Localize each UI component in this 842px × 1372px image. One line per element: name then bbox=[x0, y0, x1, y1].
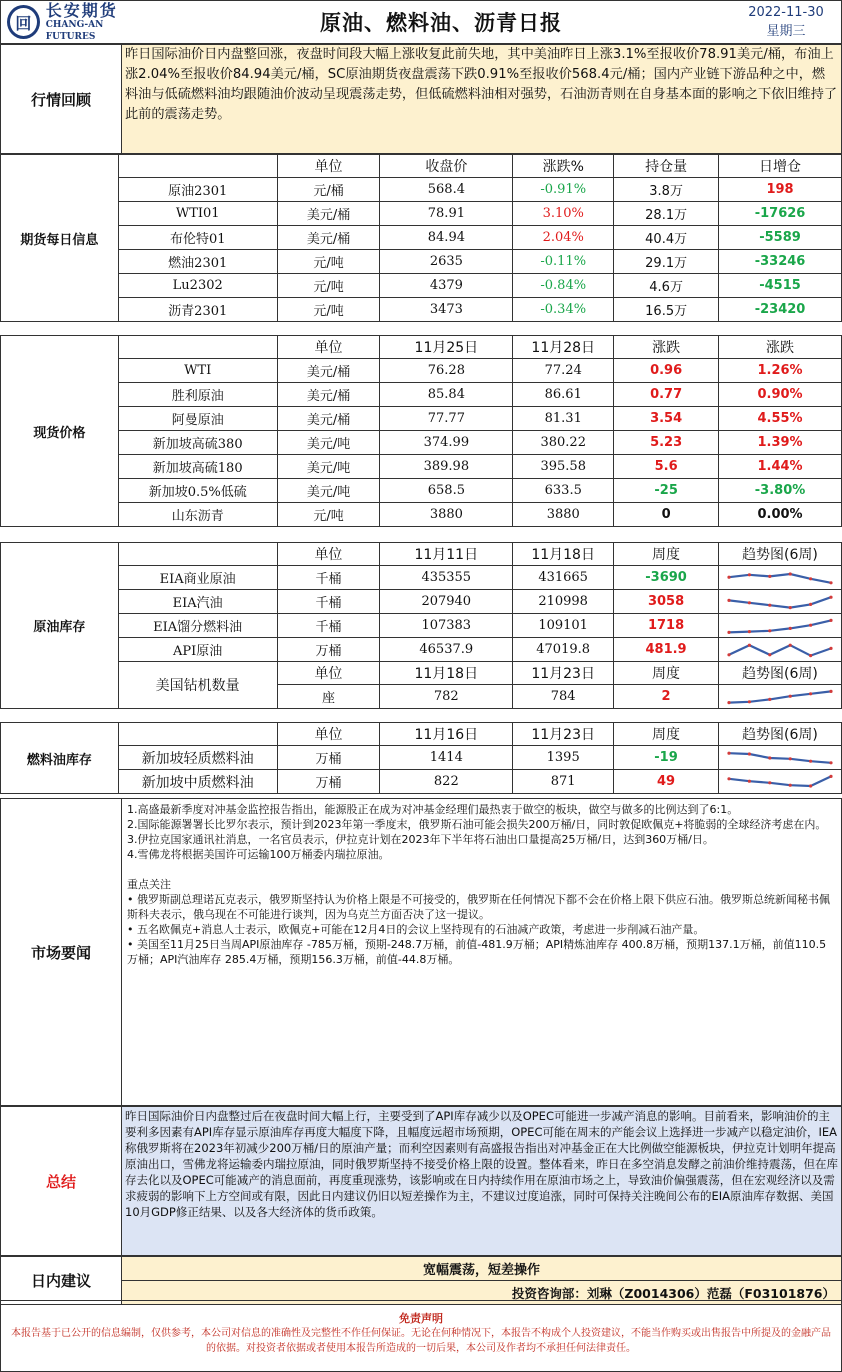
change-pct: 2.04% bbox=[513, 226, 614, 250]
unit: 元/桶 bbox=[277, 178, 380, 202]
market-news-section bbox=[0, 798, 842, 1106]
price-1: 85.84 bbox=[380, 383, 513, 407]
close-price: 568.4 bbox=[380, 178, 513, 202]
news-item: 4.雪佛龙将根据美国许可运输100万桶委内瑞拉原油。 bbox=[127, 848, 390, 861]
futures-header-oi: 持仓量 bbox=[614, 155, 719, 178]
unit: 座 bbox=[277, 685, 380, 709]
value-2: 431665 bbox=[513, 566, 614, 590]
spot-header-date1: 11月25日 bbox=[380, 336, 513, 359]
value-1: 1414 bbox=[380, 746, 513, 770]
spot-header-date2: 11月28日 bbox=[513, 336, 614, 359]
spot-name: 新加坡高硫180 bbox=[118, 455, 277, 479]
sparkline-point bbox=[727, 630, 730, 633]
value-1: 435355 bbox=[380, 566, 513, 590]
sparkline-point bbox=[809, 692, 812, 695]
change-pct: -3.80% bbox=[719, 479, 842, 503]
futures-header-change: 涨跌% bbox=[513, 155, 614, 178]
price-1: 3880 bbox=[380, 503, 513, 527]
table-row bbox=[1, 298, 842, 322]
weekly-change: 481.9 bbox=[614, 638, 719, 662]
news-item: 3.伊拉克国家通讯社消息，一名官员表示，伊拉克计划在2023年下半年将石油出口量提高25万桶/日，达到360万桶/日。 bbox=[127, 833, 714, 846]
disclaimer-section bbox=[0, 1300, 842, 1372]
crude-header-unit: 单位 bbox=[277, 543, 380, 566]
change-pct: 1.26% bbox=[719, 359, 842, 383]
open-interest: 3.8万 bbox=[614, 178, 719, 202]
unit: 美元/吨 bbox=[277, 455, 380, 479]
sparkline-point bbox=[829, 646, 832, 649]
crude-inventory-label: 原油库存 bbox=[1, 543, 119, 709]
sparkline-point bbox=[789, 783, 792, 786]
sparkline-chart bbox=[725, 568, 835, 588]
change: 3.54 bbox=[614, 407, 719, 431]
sparkline-line bbox=[729, 597, 831, 607]
sparkline-chart bbox=[725, 687, 835, 707]
sparkline-point bbox=[768, 653, 771, 656]
rig-count-name: 美国钻机数量 bbox=[118, 662, 277, 709]
disclaimer-text: 本报告基于已公开的信息编制，仅供参考，本公司对信息的准确性及完整性不作任何保证。无论在何种情况下，本报告不构成个人投资建议，不能当作购买或出售报告中所提及的金融产品的依据。对投资者依据或者使用本报告所造成的一切后果，本公司及作者均不承担任何法律责任。 bbox=[11, 1328, 831, 1354]
news-item: 2.国际能源署署长比罗尔表示，预计到2023年第一季度末，俄罗斯石油可能会损失200万桶/日，同时敦促欧佩克+将脆弱的全球经济考虑在内。 bbox=[127, 818, 827, 831]
change-pct: 1.44% bbox=[719, 455, 842, 479]
weekly-change: 49 bbox=[614, 770, 719, 794]
unit: 元/吨 bbox=[277, 274, 380, 298]
table-row bbox=[1, 614, 842, 638]
focus-item: • 五名欧佩克+消息人士表示，欧佩克+可能在12月4日的会议上坚持现有的石油减产政策，考虑进一步削减石油产量。 bbox=[127, 923, 705, 936]
futures-header-unit: 单位 bbox=[277, 155, 380, 178]
table-row bbox=[1, 770, 842, 794]
price-2: 395.58 bbox=[513, 455, 614, 479]
logo-name-en: CHANG-AN FUTURES bbox=[45, 19, 104, 42]
sparkline-point bbox=[789, 606, 792, 609]
disclaimer-title: 免责声明 bbox=[399, 1312, 443, 1325]
spot-label: 现货价格 bbox=[1, 336, 119, 527]
table-row bbox=[1, 274, 842, 298]
sparkline-chart bbox=[725, 748, 835, 768]
contract-name: WTI01 bbox=[118, 202, 277, 226]
market-news-label: 市场要闻 bbox=[1, 799, 122, 1106]
table-row bbox=[1, 503, 842, 527]
fuel-inventory-label: 燃料油库存 bbox=[1, 723, 119, 794]
change: -25 bbox=[614, 479, 719, 503]
sparkline-line bbox=[729, 645, 831, 655]
unit: 元/吨 bbox=[277, 250, 380, 274]
weekly-change: 2 bbox=[614, 685, 719, 709]
price-2: 633.5 bbox=[513, 479, 614, 503]
table-row bbox=[1, 407, 842, 431]
contract-name: Lu2302 bbox=[118, 274, 277, 298]
intraday-advice-label: 日内建议 bbox=[1, 1257, 122, 1305]
sparkline-point bbox=[829, 595, 832, 598]
fuel-header-weekly: 周度 bbox=[614, 723, 719, 746]
consult-contact: 投资咨询部：刘琳（Z0014306）范磊（F03101876） bbox=[122, 1281, 842, 1305]
value-2: 784 bbox=[513, 685, 614, 709]
news-item: 1.高盛最新季度对冲基金监控报告指出，能源股正在成为对冲基金经理们最热衷于做空的板块，做空与做多的比例达到了6:1。 bbox=[127, 803, 739, 816]
sparkline-point bbox=[748, 779, 751, 782]
value-2: 109101 bbox=[513, 614, 614, 638]
crude-inventory-table bbox=[0, 542, 842, 709]
sparkline-point bbox=[768, 629, 771, 632]
sparkline-point bbox=[748, 601, 751, 604]
spot-name: 阿曼原油 bbox=[118, 407, 277, 431]
value-1: 822 bbox=[380, 770, 513, 794]
sparkline-point bbox=[829, 761, 832, 764]
intraday-advice-text: 宽幅震荡，短差操作 bbox=[122, 1257, 842, 1281]
unit: 美元/桶 bbox=[277, 226, 380, 250]
sparkline-point bbox=[809, 577, 812, 580]
change-pct: -0.34% bbox=[513, 298, 614, 322]
sparkline-line bbox=[729, 776, 831, 786]
sparkline-point bbox=[789, 694, 792, 697]
sparkline-line bbox=[729, 753, 831, 763]
summary-label: 总结 bbox=[1, 1107, 122, 1256]
sparkline-line bbox=[729, 620, 831, 632]
sparkline-point bbox=[768, 781, 771, 784]
weekly-change: -3690 bbox=[614, 566, 719, 590]
market-review-text: 昨日国际油价日内盘整回涨，夜盘时间段大幅上涨收复此前失地，其中美油昨日上涨3.1%至报收价78.91美元/桶，布油上涨2.04%至报收价84.94美元/桶，SC原油期货夜盘震荡下跌0.91%至报收价568.4元/桶；国内产业链下游品种之中，燃料油与低硫燃料油均跟随油价波动呈现震荡走势，但低硫燃料油相对强势，石油沥青则在自身基本面的影响之下依旧维持了此前的震荡走势。 bbox=[122, 45, 842, 154]
price-1: 76.28 bbox=[380, 359, 513, 383]
change: 0.96 bbox=[614, 359, 719, 383]
sparkline-chart bbox=[725, 772, 835, 792]
change-pct: -0.11% bbox=[513, 250, 614, 274]
table-row bbox=[1, 383, 842, 407]
open-interest: 29.1万 bbox=[614, 250, 719, 274]
sparkline-point bbox=[748, 700, 751, 703]
logo-name-cn: 长安期货 bbox=[45, 0, 118, 20]
inventory-name: EIA商业原油 bbox=[118, 566, 277, 590]
close-price: 3473 bbox=[380, 298, 513, 322]
market-review-section bbox=[0, 44, 842, 154]
sparkline-point bbox=[748, 630, 751, 633]
sparkline-point bbox=[809, 654, 812, 657]
report-weekday: 星期三 bbox=[766, 24, 806, 39]
spot-name: 山东沥青 bbox=[118, 503, 277, 527]
price-2: 3880 bbox=[513, 503, 614, 527]
intraday-advice-section bbox=[0, 1256, 842, 1305]
table-row bbox=[1, 202, 842, 226]
change: 5.6 bbox=[614, 455, 719, 479]
report-header bbox=[0, 0, 842, 44]
table-row bbox=[1, 431, 842, 455]
table-row bbox=[1, 250, 842, 274]
company-logo bbox=[1, 1, 151, 43]
price-1: 374.99 bbox=[380, 431, 513, 455]
logo-emblem-icon: 回 bbox=[7, 5, 40, 39]
price-1: 658.5 bbox=[380, 479, 513, 503]
spot-header-change-pct: 涨跌 bbox=[719, 336, 842, 359]
value-2: 871 bbox=[513, 770, 614, 794]
crude-header-date1: 11月11日 bbox=[380, 543, 513, 566]
summary-text: 昨日国际油价日内盘整过后在夜盘时间大幅上行，主要受到了API库存减少以及OPEC可能进一步减产消息的影响。目前看来，影响油价的主要利多因素有API库存显示原油库存再度大幅度下降，且幅度远超市场预期，OPEC可能在周末的产能会议上选择进一步减产以稳定油价，IEA称俄罗斯将在2023年初减少200万桶/日的原油产量；而利空因素则有高盛报告指出对冲基金正在大比例做空能源板块，伊拉克计划明年提高原油出口，雪佛龙将运输委内瑞拉原油，同时俄罗斯坚持不接受价格上限的设置。整体看来，昨日在多空消息发酵之前油价维持震荡，但在库存去化以及OPEC可能减产的消息面前，再度重现涨势，该影响或在日内持续作用在原油市场之上，导致油价偏强震荡，但在宏观经济以及需求疲弱的影响下上方空间或有限，因此日内建议仍旧以短差操作为主，不建议过度追涨，同时可保持关注晚间公布的EIA原油库存数据、美国10月GDP修正结果、以及各大经济体的货币政策。 bbox=[122, 1107, 842, 1256]
table-row bbox=[1, 638, 842, 662]
change: 5.23 bbox=[614, 431, 719, 455]
price-2: 81.31 bbox=[513, 407, 614, 431]
table-row bbox=[1, 746, 842, 770]
change-pct: 4.55% bbox=[719, 407, 842, 431]
crude-header-weekly: 周度 bbox=[614, 543, 719, 566]
contract-name: 原油2301 bbox=[118, 178, 277, 202]
sparkline-point bbox=[809, 623, 812, 626]
change-pct: 0.90% bbox=[719, 383, 842, 407]
table-row bbox=[1, 590, 842, 614]
spot-name: 新加坡0.5%低硫 bbox=[118, 479, 277, 503]
crude-header-trend: 趋势图(6周) bbox=[718, 543, 841, 566]
sparkline-point bbox=[789, 572, 792, 575]
unit: 美元/桶 bbox=[277, 407, 380, 431]
futures-header-daily-add: 日增仓 bbox=[719, 155, 842, 178]
daily-add: -33246 bbox=[719, 250, 842, 274]
crude-header-date2: 11月18日 bbox=[513, 543, 614, 566]
sparkline-point bbox=[727, 777, 730, 780]
table-row bbox=[1, 359, 842, 383]
contract-name: 布伦特01 bbox=[118, 226, 277, 250]
value-2: 47019.8 bbox=[513, 638, 614, 662]
fuel-header-date1: 11月16日 bbox=[380, 723, 513, 746]
futures-label: 期货每日信息 bbox=[1, 155, 119, 322]
sparkline-point bbox=[748, 643, 751, 646]
value-1: 207940 bbox=[380, 590, 513, 614]
daily-add: -23420 bbox=[719, 298, 842, 322]
unit: 万桶 bbox=[277, 746, 380, 770]
daily-add: -5589 bbox=[719, 226, 842, 250]
sparkline-point bbox=[809, 759, 812, 762]
sparkline-point bbox=[829, 774, 832, 777]
sparkline-point bbox=[748, 573, 751, 576]
sparkline-point bbox=[727, 598, 730, 601]
focus-title: 重点关注 bbox=[127, 878, 171, 891]
sparkline-line bbox=[729, 574, 831, 583]
sparkline-line bbox=[729, 691, 831, 702]
daily-add: -4515 bbox=[719, 274, 842, 298]
fuel-header-date2: 11月23日 bbox=[513, 723, 614, 746]
inventory-name: API原油 bbox=[118, 638, 277, 662]
spot-name: WTI bbox=[118, 359, 277, 383]
value-1: 46537.9 bbox=[380, 638, 513, 662]
unit: 万桶 bbox=[277, 770, 380, 794]
close-price: 78.91 bbox=[380, 202, 513, 226]
summary-section bbox=[0, 1106, 842, 1256]
fuel-header-unit: 单位 bbox=[277, 723, 380, 746]
price-1: 389.98 bbox=[380, 455, 513, 479]
unit: 元/吨 bbox=[277, 298, 380, 322]
sparkline-point bbox=[809, 784, 812, 787]
unit: 美元/桶 bbox=[277, 383, 380, 407]
weekly-change: 1718 bbox=[614, 614, 719, 638]
value-1: 782 bbox=[380, 685, 513, 709]
sparkline-point bbox=[768, 697, 771, 700]
close-price: 4379 bbox=[380, 274, 513, 298]
sparkline-point bbox=[768, 756, 771, 759]
report-date: 2022-11-30 bbox=[748, 5, 824, 20]
sparkline-point bbox=[727, 575, 730, 578]
sparkline-point bbox=[768, 603, 771, 606]
sparkline-point bbox=[727, 653, 730, 656]
change-pct: 3.10% bbox=[513, 202, 614, 226]
table-row bbox=[1, 226, 842, 250]
value-2: 210998 bbox=[513, 590, 614, 614]
sparkline-point bbox=[789, 626, 792, 629]
price-2: 86.61 bbox=[513, 383, 614, 407]
contract-name: 燃油2301 bbox=[118, 250, 277, 274]
daily-add: -17626 bbox=[719, 202, 842, 226]
rig-header-date2: 11月23日 bbox=[513, 662, 614, 685]
price-1: 77.77 bbox=[380, 407, 513, 431]
table-row bbox=[1, 566, 842, 590]
spot-name: 胜利原油 bbox=[118, 383, 277, 407]
sparkline-point bbox=[809, 602, 812, 605]
change: 0 bbox=[614, 503, 719, 527]
table-row bbox=[1, 178, 842, 202]
unit: 美元/吨 bbox=[277, 431, 380, 455]
unit: 千桶 bbox=[277, 566, 380, 590]
sparkline-point bbox=[829, 581, 832, 584]
unit: 千桶 bbox=[277, 590, 380, 614]
unit: 美元/桶 bbox=[277, 359, 380, 383]
open-interest: 40.4万 bbox=[614, 226, 719, 250]
change-pct: -0.84% bbox=[513, 274, 614, 298]
value-2: 1395 bbox=[513, 746, 614, 770]
table-row bbox=[1, 455, 842, 479]
open-interest: 28.1万 bbox=[614, 202, 719, 226]
sparkline-point bbox=[727, 701, 730, 704]
unit: 万桶 bbox=[277, 638, 380, 662]
inventory-name: EIA汽油 bbox=[118, 590, 277, 614]
fuel-header-trend: 趋势图(6周) bbox=[718, 723, 841, 746]
focus-item: • 俄罗斯副总理诺瓦克表示，俄罗斯坚持认为价格上限是不可接受的，俄罗斯在任何情况下都不会在价格上限下供应石油。俄罗斯总统新闻秘书佩斯科夫表示，俄乌现在不可能进行谈判，因为乌克兰方面否决了这一提议。 bbox=[127, 893, 830, 921]
spot-header-unit: 单位 bbox=[277, 336, 380, 359]
sparkline-chart bbox=[725, 640, 835, 660]
unit: 美元/桶 bbox=[277, 202, 380, 226]
futures-table bbox=[0, 154, 842, 322]
sparkline-point bbox=[748, 752, 751, 755]
rig-header-trend: 趋势图(6周) bbox=[718, 662, 841, 685]
inventory-name: 新加坡轻质燃料油 bbox=[118, 746, 277, 770]
inventory-name: EIA馏分燃料油 bbox=[118, 614, 277, 638]
daily-add: 198 bbox=[719, 178, 842, 202]
change: 0.77 bbox=[614, 383, 719, 407]
value-1: 107383 bbox=[380, 614, 513, 638]
report-title: 原油、燃料油、沥青日报 bbox=[320, 11, 562, 35]
sparkline-point bbox=[727, 751, 730, 754]
contract-name: 沥青2301 bbox=[118, 298, 277, 322]
change-pct: 0.00% bbox=[719, 503, 842, 527]
rig-header-date1: 11月18日 bbox=[380, 662, 513, 685]
rig-header-weekly: 周度 bbox=[614, 662, 719, 685]
sparkline-point bbox=[829, 689, 832, 692]
table-row bbox=[1, 479, 842, 503]
rig-header-unit: 单位 bbox=[277, 662, 380, 685]
spot-price-table bbox=[0, 335, 842, 527]
open-interest: 16.5万 bbox=[614, 298, 719, 322]
sparkline-point bbox=[789, 643, 792, 646]
unit: 元/吨 bbox=[277, 503, 380, 527]
sparkline-point bbox=[789, 757, 792, 760]
inventory-name: 新加坡中质燃料油 bbox=[118, 770, 277, 794]
spot-name: 新加坡高硫380 bbox=[118, 431, 277, 455]
weekly-change: -19 bbox=[614, 746, 719, 770]
close-price: 2635 bbox=[380, 250, 513, 274]
spot-header-change: 涨跌 bbox=[614, 336, 719, 359]
price-2: 77.24 bbox=[513, 359, 614, 383]
market-review-label: 行情回顾 bbox=[1, 45, 122, 154]
open-interest: 4.6万 bbox=[614, 274, 719, 298]
sparkline-chart bbox=[725, 592, 835, 612]
close-price: 84.94 bbox=[380, 226, 513, 250]
futures-header-close: 收盘价 bbox=[380, 155, 513, 178]
change-pct: 1.39% bbox=[719, 431, 842, 455]
sparkline-point bbox=[829, 618, 832, 621]
unit: 美元/吨 bbox=[277, 479, 380, 503]
change-pct: -0.91% bbox=[513, 178, 614, 202]
fuel-inventory-table bbox=[0, 722, 842, 794]
price-2: 380.22 bbox=[513, 431, 614, 455]
sparkline-chart bbox=[725, 616, 835, 636]
unit: 千桶 bbox=[277, 614, 380, 638]
sparkline-point bbox=[768, 574, 771, 577]
focus-item: • 美国至11月25日当周API原油库存 -785万桶，预期-248.7万桶，前值-481.9万桶；API精炼油库存 400.8万桶，预期137.1万桶，前值110.5万桶；API汽油库存 285.4万桶，预期156.3万桶，前值-44.8万桶。 bbox=[127, 938, 827, 966]
weekly-change: 3058 bbox=[614, 590, 719, 614]
